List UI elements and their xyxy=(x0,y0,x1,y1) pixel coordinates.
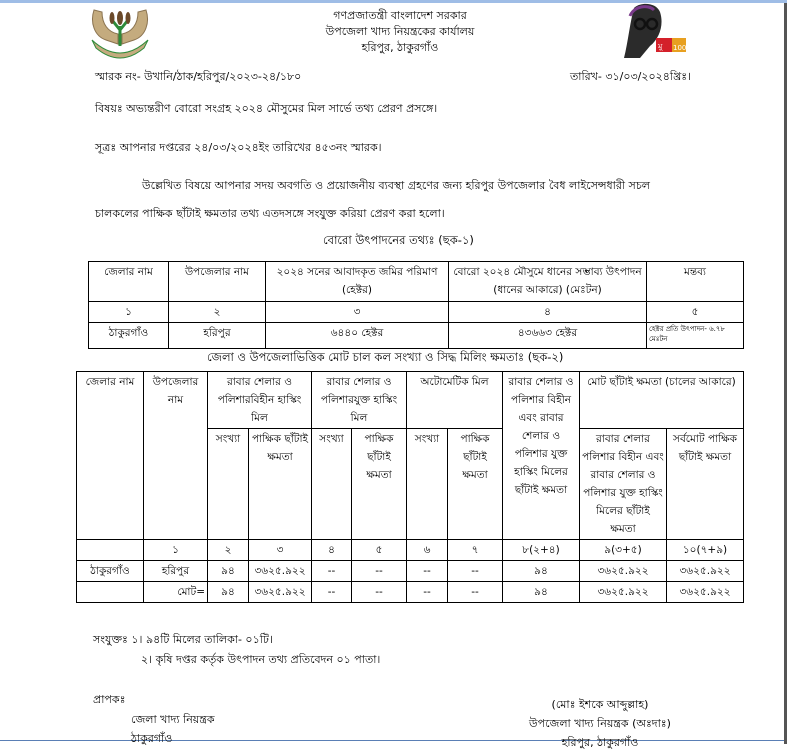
t1-header-upazila: উপজেলার নাম xyxy=(169,262,266,302)
t2-cell: -- xyxy=(352,561,407,582)
t2-cell: ৯৪ xyxy=(503,561,580,582)
signatory-name: (মোঃ ইশকে আব্দুল্লাহ) xyxy=(551,698,649,711)
recipient-line2: ঠাকুরগাঁও xyxy=(131,732,173,745)
t2-cell: -- xyxy=(352,582,407,603)
t2-cell: -- xyxy=(448,582,503,603)
boro-production-table xyxy=(88,261,744,349)
t2-header-capacity: পাক্ষিক ছাঁটাই ক্ষমতা xyxy=(352,429,407,540)
t2-header-automatic: অটোমেটিক মিল xyxy=(407,372,503,429)
t2-header-combined: রাবার শেলার ও পলিশার বিহীন এবং রাবার শেলার ও পলিশার যুক্ত হাস্কিং মিলের ছাঁটাই ক্ষমতা xyxy=(503,372,580,540)
t2-cell: ৯৪ xyxy=(503,582,580,603)
header-location: হরিপুর, ঠাকুরগাঁও xyxy=(361,41,439,54)
t2-num: ২ xyxy=(208,540,249,561)
t1-remarks-cell: হেক্টর প্রতি উৎপাদন- ৬.৭৮ মেঃটন xyxy=(647,323,744,349)
signatory-title: উপজেলা খাদ্য নিয়ন্ত্রক (অঃদাঃ) xyxy=(529,717,671,730)
body-line-1: উল্লেখিত বিষয়ে আপনার সদয় অবগতি ও প্রয়োজনীয় ব্যবস্থা গ্রহণের জন্য হরিপুর উপজেলার বৈধ লাইসেন্সধারী সচল xyxy=(142,179,650,192)
t2-header-total-sub2: সর্বমোট পাক্ষিক ছাঁটাই ক্ষমতা xyxy=(667,429,744,540)
table-row xyxy=(77,561,744,582)
reference-line: সূত্রঃ আপনার দপ্তরের ২৪/০৩/২০২৪ইং তারিখের ৪৫৩নং স্মারক। xyxy=(95,141,382,154)
t2-header-group1: রাবার শেলার ও পলিশারবিহীন হাস্কিং মিল xyxy=(208,372,312,429)
subject-line: বিষয়ঃ অভ্যন্তরীণ বোরো সংগ্রহ ২০২৪ মৌসুমের মিল সার্ভে তথ্য প্রেরণ প্রসঙ্গে। xyxy=(95,102,438,115)
t2-header-total-sub1: রাবার শেলার পলিশার বিহীন এবং রাবার শেলার ও পলিশার যুক্ত হাস্কিং মিলের ছাঁটাই ক্ষমতা xyxy=(580,429,667,540)
recipient-label: প্রাপকঃ xyxy=(93,693,126,706)
header-govt: গণপ্রজাতন্ত্রী বাংলাদেশ সরকার xyxy=(333,9,467,22)
t2-cell: ৩৬২৫.৯২২ xyxy=(249,582,312,603)
signatory-place: হরিপুর, ঠাকুরগাঁও xyxy=(561,736,639,749)
t2-num: ৭ xyxy=(448,540,503,561)
t1-cell: হরিপুর xyxy=(169,323,266,349)
t1-cell: ৬৪৪০ হেক্টর xyxy=(266,323,449,349)
memo-reference: স্মারক নং- উখানি/ঠাক/হরিপুর/২০২৩-২৪/১৮০ xyxy=(95,70,302,83)
svg-text:100: 100 xyxy=(673,44,687,52)
svg-text:মু: মু xyxy=(658,42,663,51)
food-department-logo-icon xyxy=(88,4,152,62)
t1-num: ৪ xyxy=(449,302,647,323)
header-office: উপজেলা খাদ্য নিয়ন্ত্রকের কার্যালয় xyxy=(325,25,475,38)
recipient-line1: জেলা খাদ্য নিয়ন্ত্রক xyxy=(131,713,215,726)
t2-num: ৯(৩+৫) xyxy=(580,540,667,561)
t2-cell: ৩৬২৫.৯২২ xyxy=(580,561,667,582)
t2-cell: ৯৪ xyxy=(208,582,249,603)
t2-num: ১ xyxy=(144,540,208,561)
t2-num: ৫ xyxy=(352,540,407,561)
mujib-100-logo-icon xyxy=(620,2,688,58)
t2-cell: -- xyxy=(407,582,448,603)
t2-cell: ৩৬২৫.৯২২ xyxy=(249,561,312,582)
t2-cell: হরিপুর xyxy=(144,561,208,582)
t2-cell: -- xyxy=(448,561,503,582)
t1-num: ২ xyxy=(169,302,266,323)
t2-header-district: জেলার নাম xyxy=(77,372,144,540)
table-row-total xyxy=(77,582,744,603)
t2-header-total-group: মোট ছাঁটাই ক্ষমতা (চালের আকারে) xyxy=(580,372,744,429)
t2-header-count: সংখ্যা xyxy=(407,429,448,540)
t1-header-land: ২০২৪ সনের আবাদকৃত জমির পরিমাণ (হেক্টর) xyxy=(266,262,449,302)
t2-num xyxy=(77,540,144,561)
t1-num: ৩ xyxy=(266,302,449,323)
t2-num: ৮(২+৪) xyxy=(503,540,580,561)
table2-title: জেলা ও উপজেলাভিত্তিক মোট চাল কল সংখ্যা ও সিদ্ধ মিলিং ক্ষমতাঃ (ছক-২) xyxy=(207,350,564,364)
mill-capacity-table xyxy=(76,371,744,603)
t2-cell: ৩৬২৫.৯২২ xyxy=(667,561,744,582)
t2-header-group2: রাবার শেলার ও পলিশারযুক্ত হাস্কিং মিল xyxy=(312,372,407,429)
t1-header-district: জেলার নাম xyxy=(89,262,169,302)
t2-header-capacity: পাক্ষিক ছাঁটাই ক্ষমতা xyxy=(448,429,503,540)
attachment-2: ২। কৃষি দপ্তর কর্তৃক উৎপাদন তথ্য প্রতিবেদন ০১ পাতা। xyxy=(141,653,381,666)
t2-cell: ৩৬২৫.৯২২ xyxy=(580,582,667,603)
t2-cell: ৯৪ xyxy=(208,561,249,582)
memo-date: তারিখ- ৩১/০৩/২০২৪খ্রিঃ। xyxy=(570,70,692,83)
t2-cell: -- xyxy=(407,561,448,582)
t1-num: ১ xyxy=(89,302,169,323)
t2-header-capacity: পাক্ষিক ছাঁটাই ক্ষমতা xyxy=(249,429,312,540)
body-line-2: চালকলের পাক্ষিক ছাঁটাই ক্ষমতার তথ্য এতদসঙ্গে সংযুক্ত করিয়া প্রেরণ করা হলো। xyxy=(95,207,445,220)
t1-cell: ঠাকুরগাঁও xyxy=(89,323,169,349)
t2-cell: ঠাকুরগাঁও xyxy=(77,561,144,582)
attachment-1: সংযুক্তঃ ১। ৯৪টি মিলের তালিকা- ০১টি। xyxy=(93,633,273,646)
t2-num: ১০(৭+৯) xyxy=(667,540,744,561)
t2-num: ৪ xyxy=(312,540,352,561)
t2-num: ৩ xyxy=(249,540,312,561)
t2-cell xyxy=(77,582,144,603)
t2-num: ৬ xyxy=(407,540,448,561)
t2-header-count: সংখ্যা xyxy=(208,429,249,540)
t2-total-label: মোট= xyxy=(144,582,208,603)
t1-num: ৫ xyxy=(647,302,744,323)
table1-title: বোরো উৎপাদনের তথ্যঃ (ছক-১) xyxy=(323,233,474,247)
t2-header-upazila: উপজেলার নাম xyxy=(144,372,208,540)
t1-cell: ৪৩৬৬৩ হেক্টর xyxy=(449,323,647,349)
t1-header-production: বোরো ২০২৪ মৌসুমে ধানের সম্ভাব্য উৎপাদন (ধানের আকারে) (মেঃটন) xyxy=(449,262,647,302)
t2-cell: -- xyxy=(312,582,352,603)
t2-header-count: সংখ্যা xyxy=(312,429,352,540)
t2-cell: -- xyxy=(312,561,352,582)
t2-cell: ৩৬২৫.৯২২ xyxy=(667,582,744,603)
t1-header-remarks: মন্তব্য xyxy=(647,262,744,302)
